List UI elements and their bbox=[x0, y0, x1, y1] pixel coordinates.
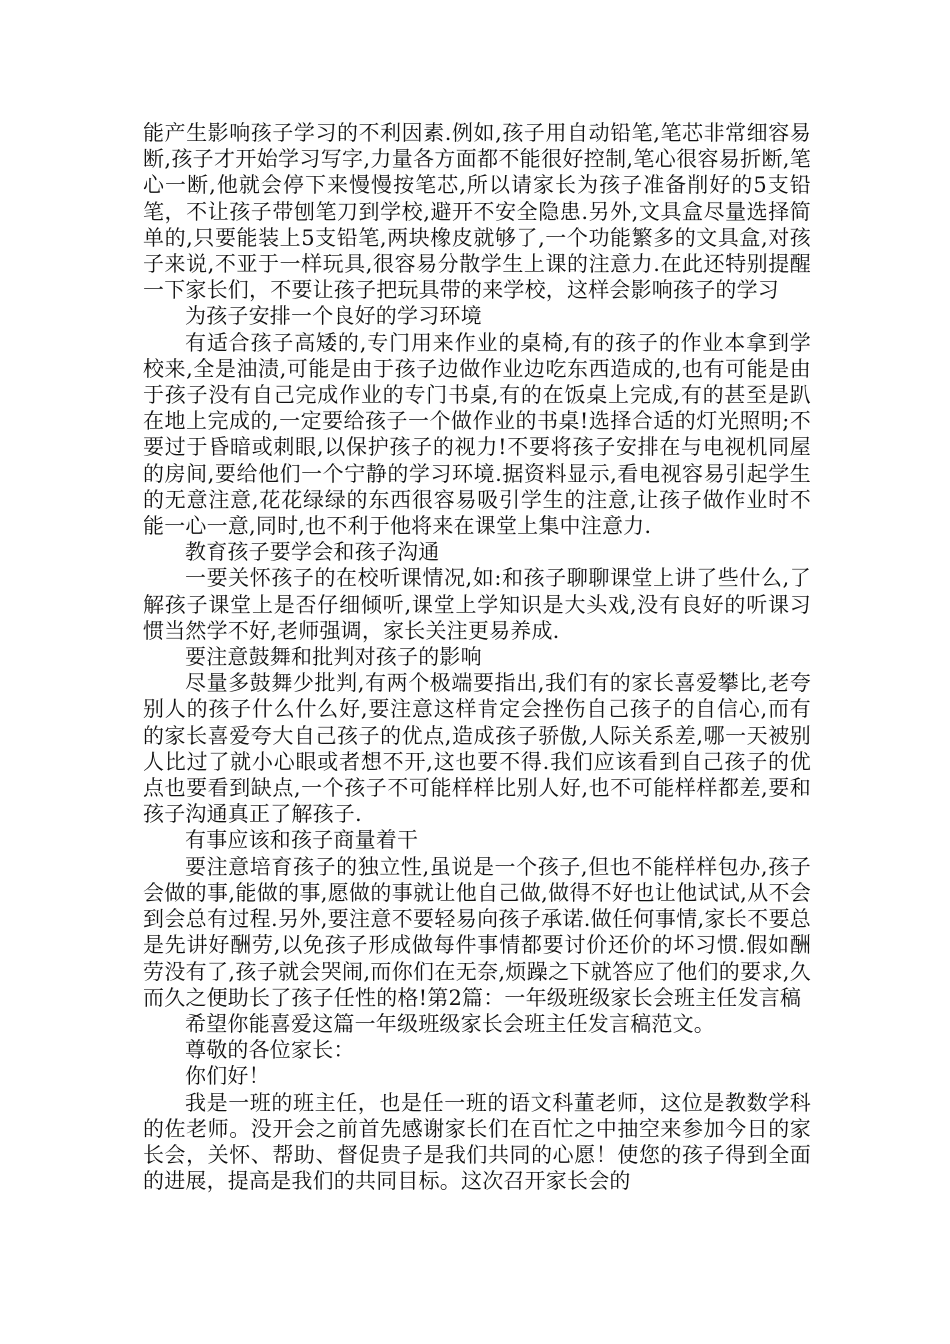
heading-discuss-with-child: 有事应该和孩子商量着干 bbox=[185, 828, 419, 853]
heading-encouragement: 要注意鼓舞和批判对孩子的影响 bbox=[185, 645, 482, 670]
paragraph-stationery: 能产生影响孩子学习的不利因素.例如,孩子用自动铅笔,笔芯非常细容易断,孩子才开始学习写字,力量各方面都不能很好控制,笔心很容易折断,笔心一断,他就会停下来慢慢按笔芯,所以请家长为孩子准备削好的5支铅笔，不让孩子带刨笔刀到学校,避开不安全隐患.另外,文具盒尽量选择简单的,只要能装上5支铅笔,两块橡皮就够了,一个功能繁多的文具盒,对孩子来说,不亚于一样玩具,很容易分散学生上课的注意力.在此还特别提醒一下家长们，不要让孩子把玩具带的来学校，这样会影响孩子的学习 bbox=[143, 121, 811, 303]
paragraph-greeting: 你们好！ bbox=[185, 1064, 270, 1089]
document-page bbox=[143, 120, 811, 1194]
paragraph-salutation: 尊敬的各位家长： bbox=[185, 1038, 355, 1063]
paragraph-intro-wish: 希望你能喜爱这篇一年级班级家长会班主任发言稿范文。 bbox=[185, 1011, 715, 1036]
paragraph-communication: 一要关怀孩子的在校听课情况,如:和孩子聊聊课堂上讲了些什么,了解孩子课堂上是否仔细倾听,课堂上学知识是大头戏,没有良好的听课习惯当然学不好,老师强调，家长关注更易养成. bbox=[143, 566, 811, 643]
paragraph-teacher-intro: 我是一班的班主任，也是任一班的语文科董老师，这位是教数学科的佐老师。没开会之前首先感谢家长们在百忙之中抽空来参加今日的家长会，关怀、帮助、督促贵子是我们共同的心愿！使您的孩子得到全面的进展，提高是我们的共同目标。这次召开家长会的 bbox=[143, 1090, 811, 1194]
paragraph-independence: 要注意培育孩子的独立性,虽说是一个孩子,但也不能样样包办,孩子会做的事,能做的事,愿做的事就让他自己做,做得不好也让他试试,从不会到会总有过程.另外,要注意不要轻易向孩子承诺.做任何事情,家长不要总是先讲好酬劳,以免孩子形成做每件事情都要讨价还价的坏习惯.假如酬劳没有了,孩子就会哭闹,而你们在无奈,烦躁之下就答应了他们的要求,久而久之便助长了孩子任性的格!第2篇：一年级班级家长会班主任发言稿 bbox=[143, 854, 811, 1010]
paragraph-encouragement: 尽量多鼓舞少批判,有两个极端要指出,我们有的家长喜爱攀比,老夸别人的孩子什么什么好,要注意这样肯定会挫伤自己孩子的自信心,而有的家长喜爱夸大自己孩子的优点,造成孩子骄傲,人际关系差,哪一天被别人比过了就小心眼或者想不开,这也要不得.我们应该看到自己孩子的优点也要看到缺点,一个孩子不可能样样比别人好,也不可能样样都差,要和孩子沟通真正了解孩子. bbox=[143, 671, 811, 827]
paragraph-study-environment: 有适合孩子高矮的,专门用来作业的桌椅,有的孩子的作业本拿到学校来,全是油渍,可能是由于孩子边做作业边吃东西造成的,也有可能是由于孩子没有自己完成作业的专门书桌,有的在饭桌上完成,有的甚至是趴在地上完成的,一定要给孩子一个做作业的书桌!选择合适的灯光照明;不要过于昏暗或刺眼,以保护孩子的视力!不要将孩子安排在与电视机同屋的房间,要给他们一个宁静的学习环境.据资料显示,看电视容易引起学生的无意注意,花花绿绿的东西很容易吸引学生的注意,让孩子做作业时不能一心一意,同时,也不利于他将来在课堂上集中注意力. bbox=[143, 330, 811, 539]
heading-study-environment: 为孩子安排一个良好的学习环境 bbox=[185, 304, 482, 329]
heading-communication: 教育孩子要学会和孩子沟通 bbox=[185, 540, 440, 565]
